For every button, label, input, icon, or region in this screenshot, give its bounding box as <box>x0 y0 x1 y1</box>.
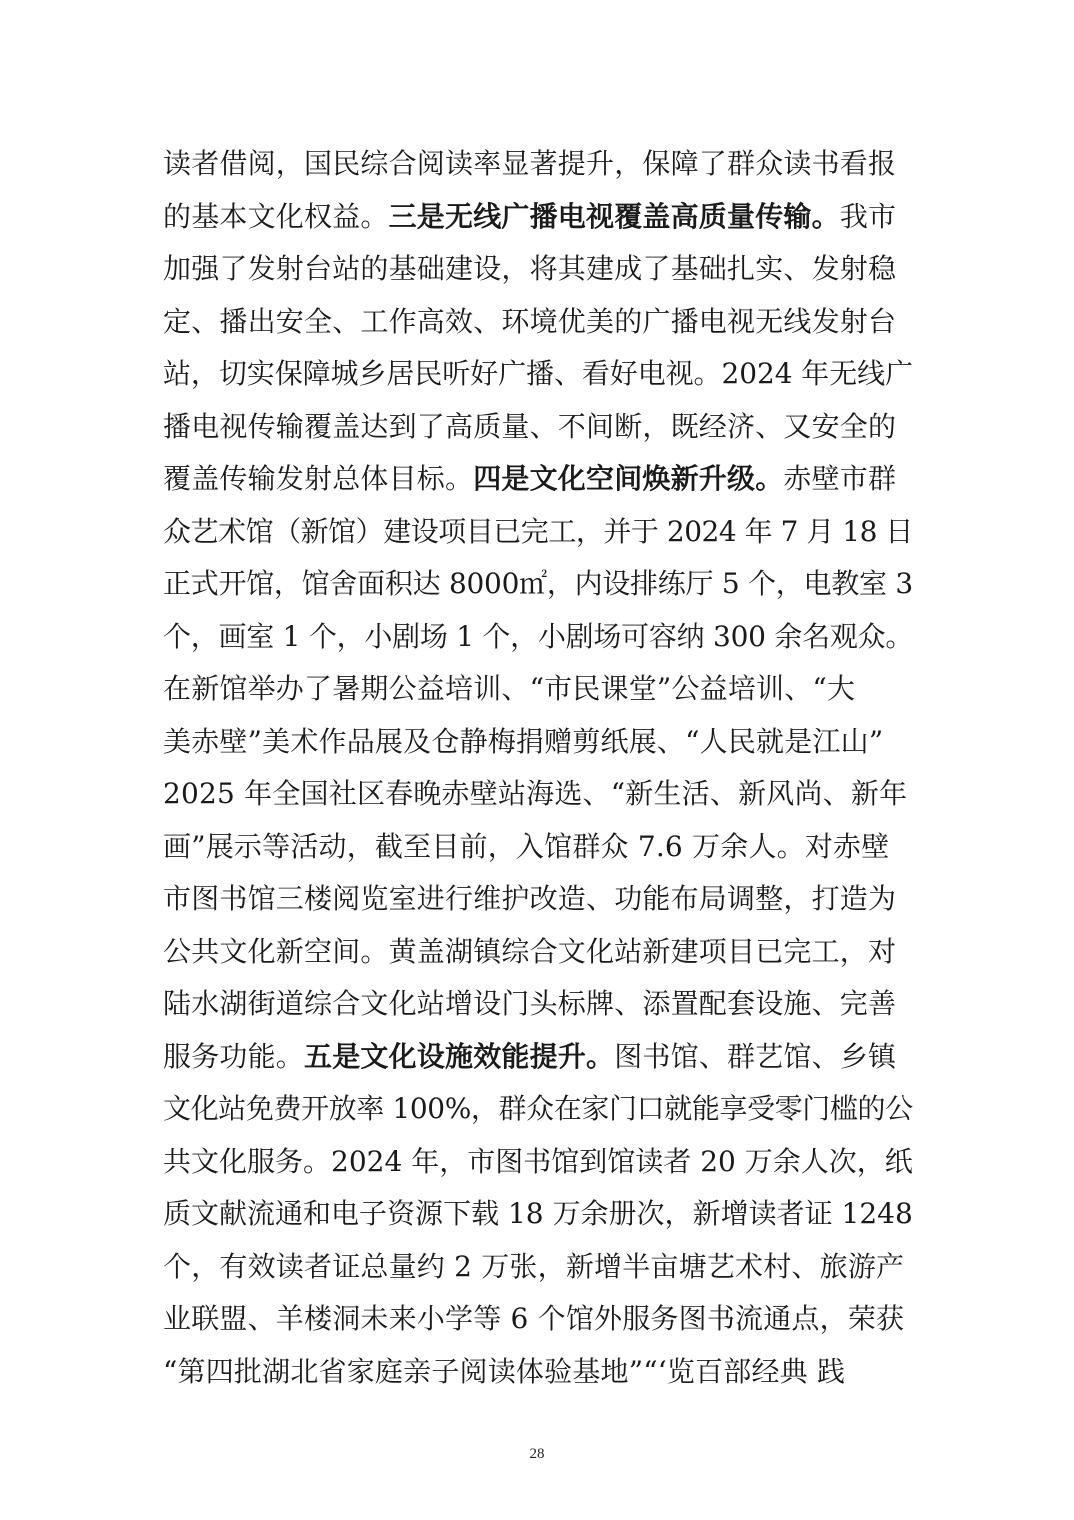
text-line <box>163 615 913 659</box>
text-line <box>163 352 913 396</box>
text-segment: 图书馆、群艺馆、乡镇 <box>614 1039 897 1073</box>
text-segment: 公共文化新空间。黄盖湖镇综合文化站新建项目已完工，对 <box>163 934 897 968</box>
text-line <box>163 877 913 921</box>
text-segment: 正式开馆，馆舍面积达 8000㎡，内设排练厅 5 个，电教室 3 <box>163 567 913 600</box>
text-segment: 陆水湖街道综合文化站增设门头标牌、添置配套设施、完善 <box>163 987 897 1020</box>
text-segment: 文化站免费开放率 100%，群众在家门口就能享受零门槛的公 <box>163 1092 913 1125</box>
text-line <box>163 195 913 239</box>
text-segment: 读者借阅，国民综合阅读率显著提升，保障了群众读书看报 <box>163 147 897 180</box>
text-segment: 个，有效读者证总量约 2 万张，新增半亩塘艺术村、旅游产 <box>163 1249 905 1283</box>
text-segment: 我市 <box>839 199 897 233</box>
text-segment: 站，切实保障城乡居民听好广播、看好电视。2024 年无线广 <box>163 357 913 390</box>
text-line <box>163 772 913 816</box>
text-segment: 播电视传输覆盖达到了高质量、不间断，既经济、又安全的 <box>163 409 897 443</box>
text-line <box>163 562 913 606</box>
bold-heading-phrase: 四是文化空间焕新升级。 <box>473 462 784 495</box>
text-line <box>163 247 913 291</box>
text-segment: “第四批湖北省家庭亲子阅读体验基地”“‘览百部经典 践 <box>163 1354 846 1388</box>
text-line <box>163 982 913 1026</box>
text-line <box>163 405 913 449</box>
text-line <box>163 825 913 869</box>
text-line <box>163 1245 913 1289</box>
text-segment: 定、播出安全、工作高效、环境优美的广播电视无线发射台 <box>163 304 897 338</box>
text-segment: 画”展示等活动，截至目前，入馆群众 7.6 万余人。对赤壁 <box>163 829 890 863</box>
text-line <box>163 1140 913 1184</box>
bold-heading-phrase: 五是文化设施效能提升。 <box>304 1039 615 1073</box>
text-segment: 个，画室 1 个，小剧场 1 个，小剧场可容纳 300 余名观众。 <box>163 619 914 653</box>
bold-heading-phrase: 三是无线广播电视覆盖高质量传输。 <box>388 199 840 233</box>
text-segment: 在新馆举办了暑期公益培训、“市民课堂”公益培训、“大 <box>163 672 856 705</box>
text-line <box>163 300 913 344</box>
text-line <box>163 142 913 186</box>
text-segment: 赤壁市群 <box>783 462 897 495</box>
text-line <box>163 1087 913 1131</box>
text-line <box>163 1297 913 1341</box>
text-line <box>163 720 913 764</box>
text-segment: 业联盟、羊楼洞未来小学等 6 个馆外服务图书流通点，荣获 <box>163 1302 905 1335</box>
text-segment: 质文献流通和电子资源下载 18 万余册次，新增读者证 1248 <box>163 1197 913 1230</box>
page-number: 28 <box>529 1446 545 1462</box>
text-line <box>163 1192 913 1236</box>
text-segment: 众艺术馆（新馆）建设项目已完工，并于 2024 年 7 月 18 日 <box>163 514 913 548</box>
text-segment: 市图书馆三楼阅览室进行维护改造、功能布局调整，打造为 <box>163 882 897 915</box>
text-line <box>163 1350 913 1394</box>
text-segment: 覆盖传输发射总体目标。 <box>163 462 474 495</box>
text-segment: 2025 年全国社区春晚赤壁站海选、“新生活、新风尚、新年 <box>163 777 908 810</box>
text-line <box>163 1035 913 1079</box>
text-segment: 服务功能。 <box>163 1039 305 1073</box>
text-segment: 美赤壁”美术作品展及仓静梅捐赠剪纸展、“人民就是江山” <box>163 724 884 758</box>
text-segment: 加强了发射台站的基础建设，将其建成了基础扎实、发射稳 <box>163 252 897 285</box>
text-line <box>163 510 913 554</box>
text-line <box>163 930 913 974</box>
text-line <box>163 457 913 501</box>
text-segment: 的基本文化权益。 <box>163 199 389 233</box>
text-segment: 共文化服务。2024 年，市图书馆到馆读者 20 万余人次，纸 <box>163 1144 913 1178</box>
text-line <box>163 667 913 711</box>
